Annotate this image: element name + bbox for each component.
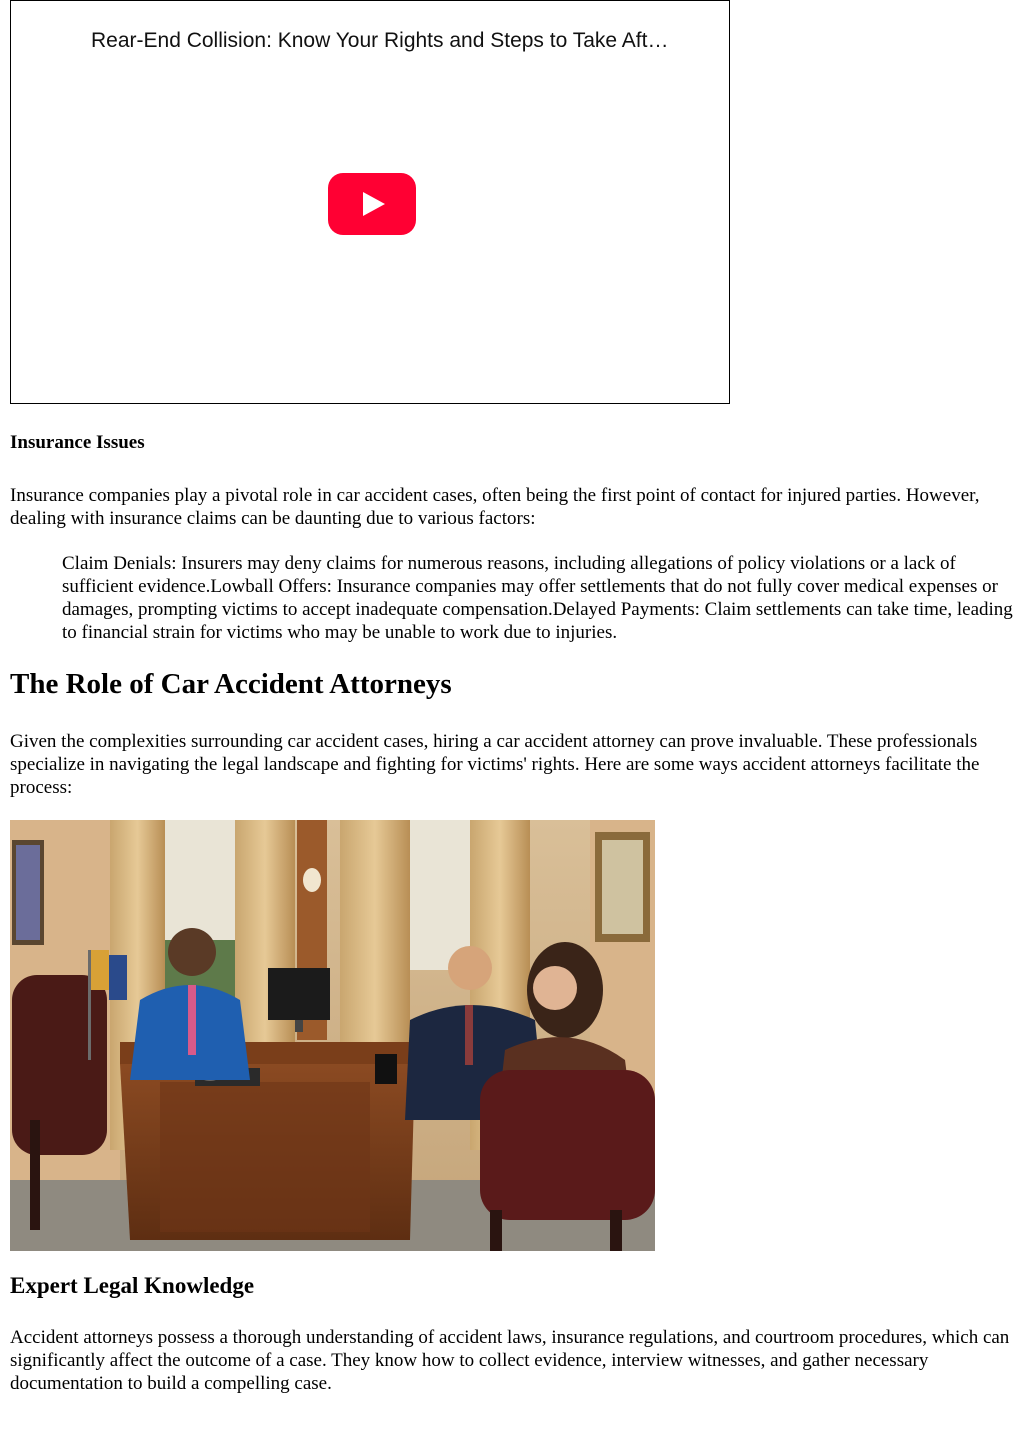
- attorney-meeting-photo: [10, 820, 655, 1251]
- blockquote-insurance-factors: Claim Denials: Insurers may deny claims for numerous reasons, including allegations of policy violations or a lack of sufficient evidence.Lowball Offers: Insurance companies may offer settlements that do not fully cover medical expenses or damages, prompting victims to accept inadequate compensation.Delayed Payments: Claim settlements can take time, leading to financial strain for victims who may be unable to work due to injuries.: [62, 553, 1013, 643]
- video-title[interactable]: Rear-End Collision: Know Your Rights and Steps to Take Aft…: [91, 29, 669, 52]
- section-heading-expert-legal-knowledge: Expert Legal Knowledge: [10, 1273, 255, 1298]
- youtube-video-embed[interactable]: [10, 0, 730, 404]
- paragraph-role-intro: Given the complexities surrounding car accident cases, hiring a car accident attorney can prove invaluable. These professionals specialize in navigating the legal landscape and fighting for victims' rights. Here are some ways accident attorneys facilitate the process:: [10, 731, 980, 798]
- paragraph-expert-body: Accident attorneys possess a thorough understanding of accident laws, insurance regulations, and courtroom procedures, which can significantly affect the outcome of a case. They know how to collect evidence, interview witnesses, and gather necessary documentation to build a compelling case.: [10, 1327, 1010, 1394]
- paragraph-insurance-intro: Insurance companies play a pivotal role in car accident cases, often being the first point of contact for injured parties. However, dealing with insurance claims can be daunting due to various factors:: [10, 485, 980, 529]
- section-heading-role-of-attorneys: The Role of Car Accident Attorneys: [10, 668, 452, 700]
- youtube-play-icon[interactable]: [328, 173, 416, 235]
- section-heading-insurance-issues: Insurance Issues: [10, 432, 145, 453]
